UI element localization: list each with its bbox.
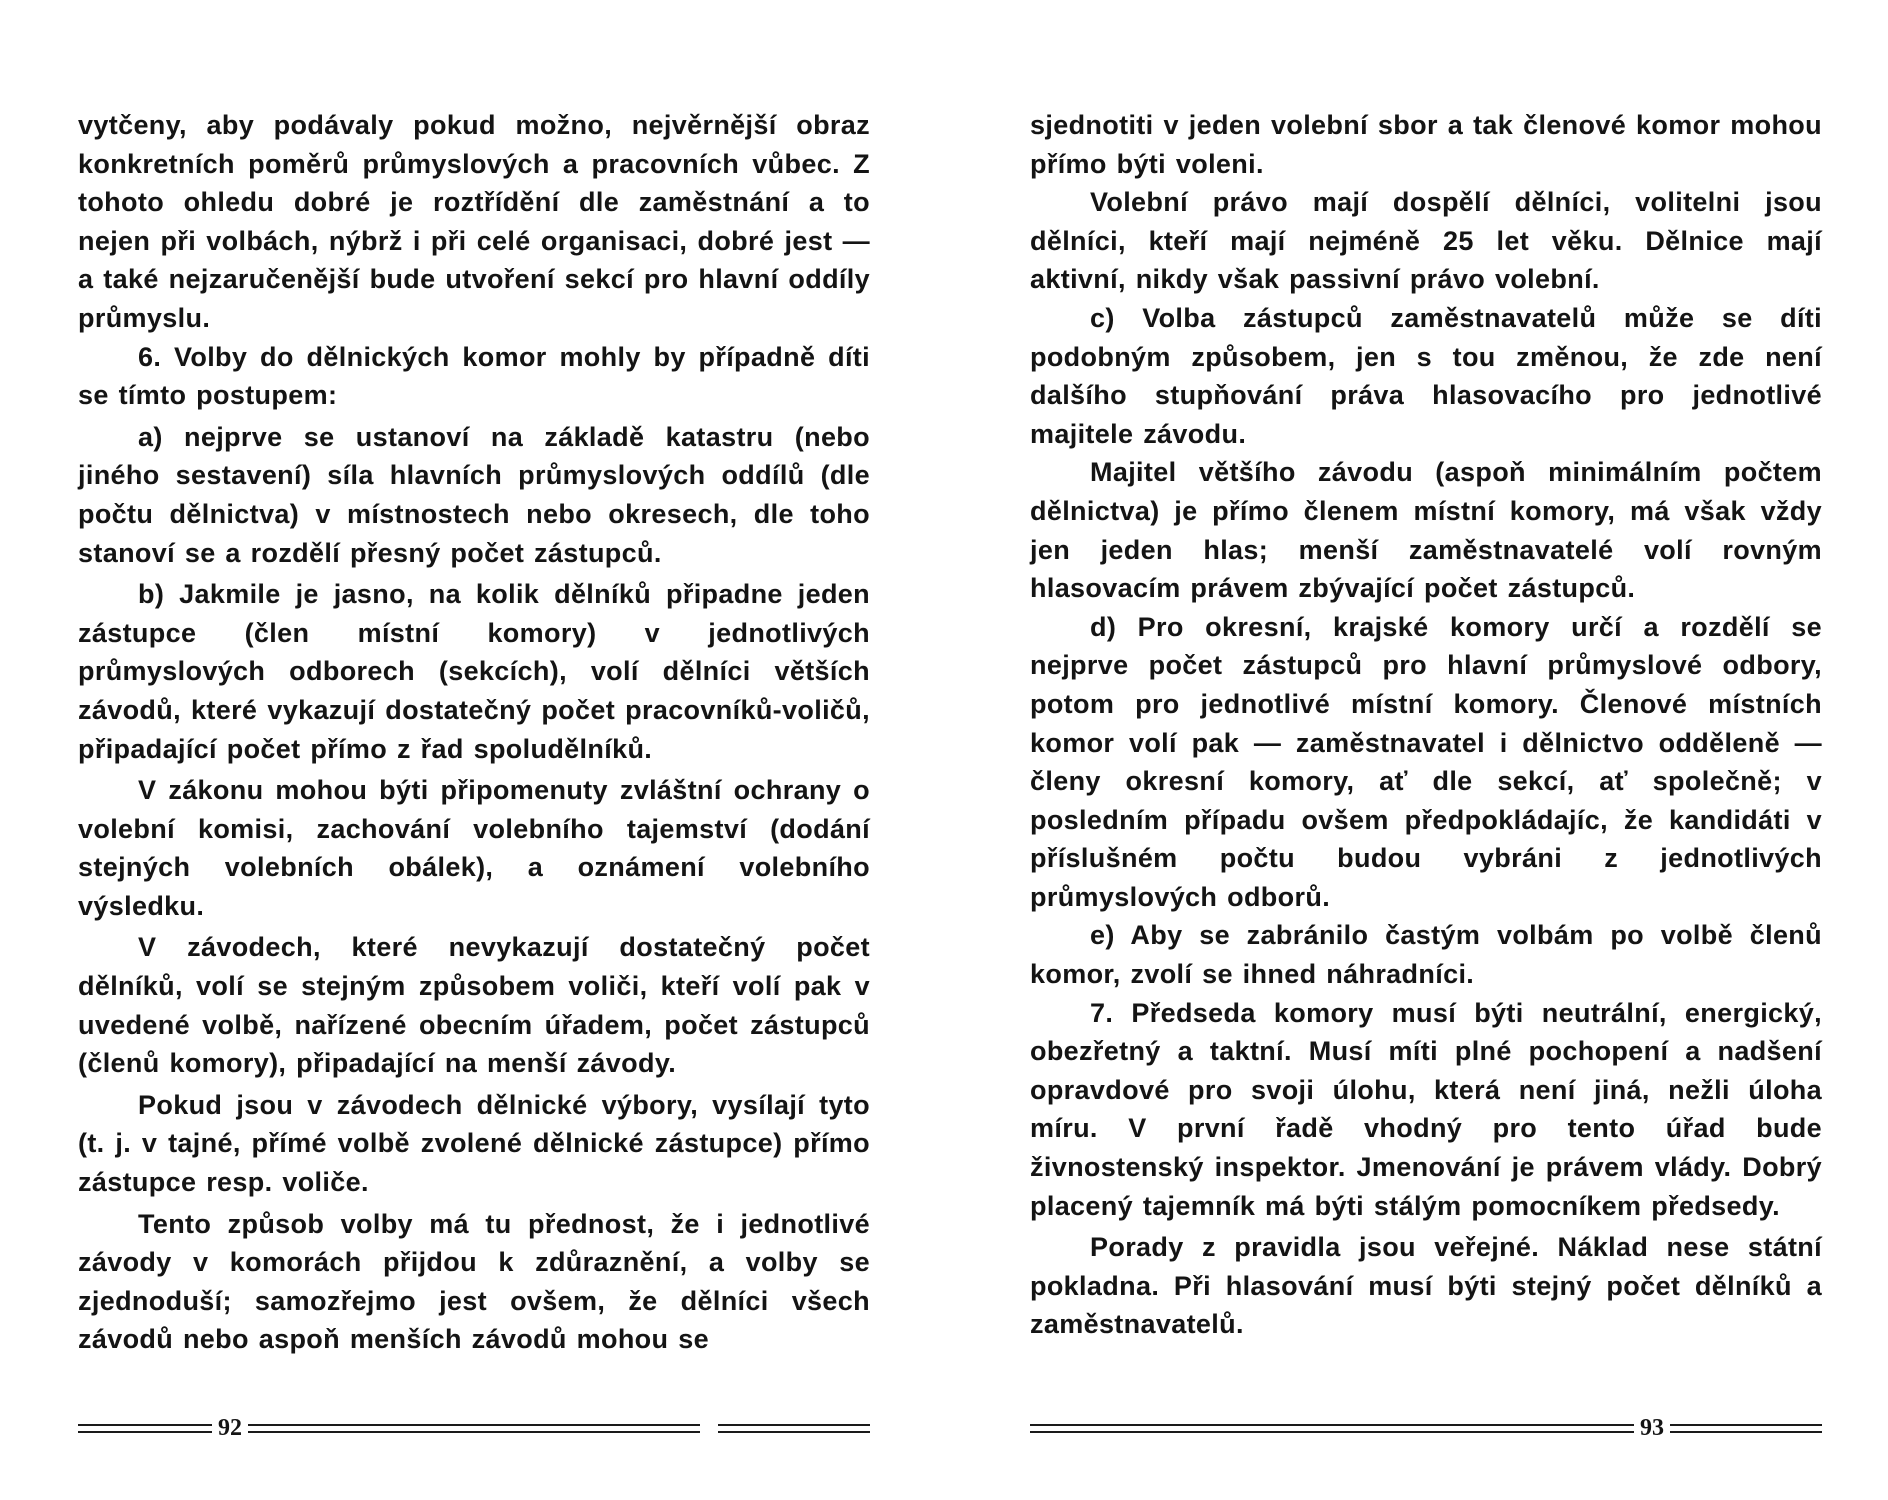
left-page xyxy=(78,0,870,1500)
page-footer xyxy=(78,1416,870,1440)
footer-rule xyxy=(248,1424,700,1433)
paragraph: b) Jakmile je jasno, na kolik dělníků připadne jeden zástupce (člen místní komory) v jednotlivých průmyslových odborech (sekcích), volí dělníci větších závodů, které vykazují dostatečný počet pracovníků-voličů, připadající počet přímo z řad spoludělníků. xyxy=(78,579,870,764)
paragraph: d) Pro okresní, krajské komory určí a rozdělí se nejprve počet zástupců pro hlavní průmyslové odbory, potom pro jednotlivé místní komory. Členové místních komor volí pak — zaměstnavatel i dělnictvo odděleně — členy okresní komory, ať dle sekcí, ať společně; v posledním případu ovšem předpokládajíc, že kandidáti v příslušném počtu budou vybráni z jednotlivých průmyslových odborů. xyxy=(1030,611,1822,912)
paragraph: Pokud jsou v závodech dělnické výbory, vysílají tyto (t. j. v tajné, přímé volbě zvolené dělnické zástupce) přímo zástupce resp. voliče. xyxy=(78,1089,870,1198)
page-number: 92 xyxy=(218,1415,242,1441)
right-page-text xyxy=(1030,106,1822,1344)
paragraph: Porady z pravidla jsou veřejné. Náklad nese státní pokladna. Při hlasování musí býti stejný počet dělníků a zaměstnavatelů. xyxy=(1030,1232,1822,1340)
paragraph: e) Aby se zabránilo častým volbám po volbě členů komor, zvolí se ihned náhradníci. xyxy=(1030,920,1822,990)
paragraph: vytčeny, aby podávaly pokud možno, nejvěrnější obraz konkretních poměrů průmyslových a pracovních vůbec. Z tohoto ohledu dobré je roztřídění dle zaměstnání a to nejen při volbách, nýbrž i při celé organisaci, dobré jest — a také nejzaručenější bude utvoření sekcí pro hlavní oddíly průmyslu. xyxy=(78,110,870,333)
right-page xyxy=(1030,0,1822,1500)
footer-rule xyxy=(1670,1424,1822,1433)
paragraph: Tento způsob volby má tu přednost, že i jednotlivé závody v komorách přijdou k zdůraznění, a volby se zjednoduší; samozřejmo jest ovšem, že dělníci všech závodů nebo aspoň menších závodů mohou se xyxy=(78,1208,870,1355)
left-page-text xyxy=(78,106,870,1359)
paragraph: V zákonu mohou býti připomenuty zvláštní ochrany o volební komisi, zachování volebního tajemství (dodání stejných volebních obálek), a oznámení volebního výsledku. xyxy=(78,775,870,921)
paragraph: Majitel většího závodu (aspoň minimálním počtem dělnictva) je přímo členem místní komory, má však vždy jen jeden hlas; menší zaměstnavatelé volí rovným hlasovacím právem zbývající počet zástupců. xyxy=(1030,457,1822,604)
footer-rule xyxy=(1030,1424,1634,1433)
footer-rule xyxy=(78,1424,212,1433)
page-number: 93 xyxy=(1640,1415,1664,1441)
paragraph: sjednotiti v jeden volební sbor a tak členové komor mohou přímo býti voleni. xyxy=(1030,110,1822,179)
paragraph: 6. Volby do dělnických komor mohly by případně díti se tímto postupem: xyxy=(78,341,870,411)
footer-rule xyxy=(718,1424,870,1433)
paragraph: 7. Předseda komory musí býti neutrální, energický, obezřetný a taktní. Musí míti plné pochopení a nadšení opravdové pro svoji úlohu, která není jiná, nežli úloha míru. V první řadě vhodný pro tento úřad bude živnostenský inspektor. Jmenování je právem vlády. Dobrý placený tajemník má býti stálým pomocníkem předsedy. xyxy=(1030,997,1822,1221)
page-footer xyxy=(1030,1416,1822,1440)
paragraph: c) Volba zástupců zaměstnavatelů může se díti podobným způsobem, jen s tou změnou, že zde není dalšího stupňování práva hlasovacího pro jednotlivé majitele závodu. xyxy=(1030,302,1822,449)
paragraph: V závodech, které nevykazují dostatečný počet dělníků, volí se stejným způsobem voliči, kteří volí pak v uvedené volbě, nařízené obecním úřadem, počet zástupců (členů komory), připadající na menší závody. xyxy=(78,932,870,1079)
paragraph: Volební právo mají dospělí dělníci, volitelni jsou dělníci, kteří mají nejméně 25 let věku. Dělnice mají aktivní, nikdy však passivní právo volební. xyxy=(1030,187,1822,295)
paragraph: a) nejprve se ustanoví na základě katastru (nebo jiného sestavení) síla hlavních průmyslových oddílů (dle počtu dělnictva) v místnostech nebo okresech, dle toho stanoví se a rozdělí přesný počet zástupců. xyxy=(78,421,870,568)
